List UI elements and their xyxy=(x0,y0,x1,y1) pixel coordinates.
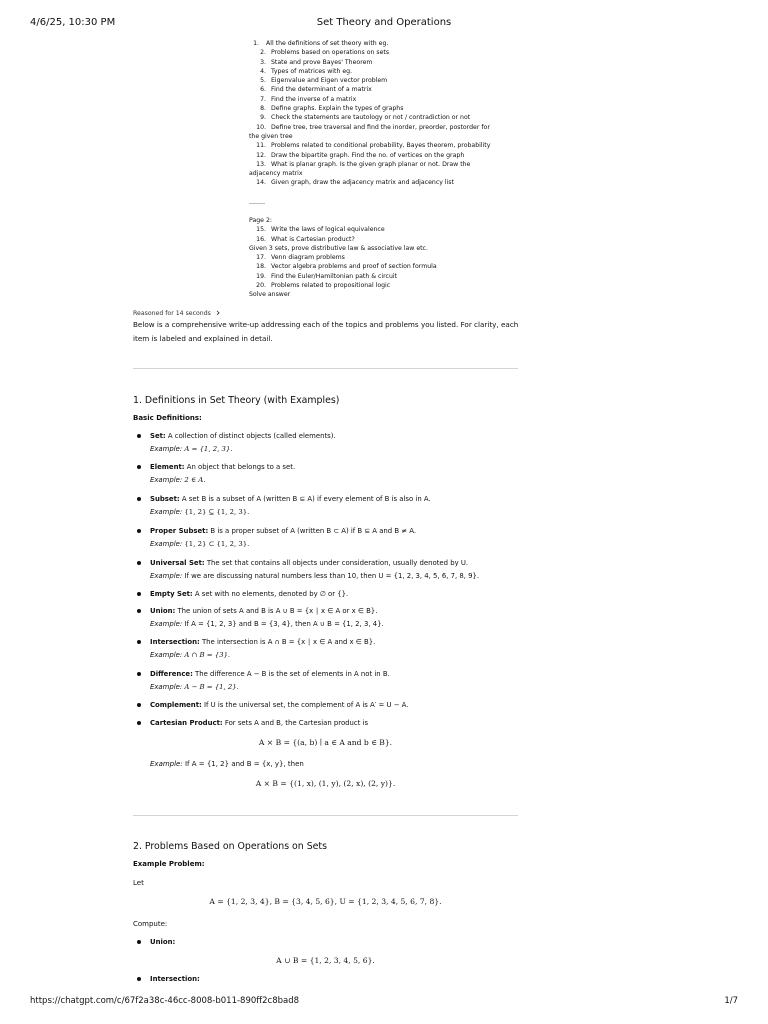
bullet xyxy=(137,609,141,613)
prompt-divider xyxy=(249,203,265,204)
print-header xyxy=(0,17,768,31)
prompt-item: 16. What is Cartesian product? xyxy=(256,235,355,243)
prompt-item: 7. Find the inverse of a matrix xyxy=(260,95,357,103)
prompt-given-line: Given 3 sets, prove distributive law & associative law etc. xyxy=(249,244,428,252)
bullet xyxy=(137,497,141,501)
bullet xyxy=(137,703,141,707)
compute-item: Union: xyxy=(137,936,517,949)
section-subheading: Example Problem: xyxy=(133,860,205,868)
definition-item: Complement: If U is the universal set, the complement of A is A′ = U − A. xyxy=(137,699,517,712)
prompt-item: 12. Draw the bipartite graph. Find the no. of vertices on the graph xyxy=(256,151,465,159)
prompt-item: 4. Types of matrices with eg. xyxy=(260,67,353,75)
prompt-item: 20. Problems related to propositional logic xyxy=(256,282,391,290)
prompt-item: 5. Eigenvalue and Eigen vector problem xyxy=(260,77,388,85)
section-divider xyxy=(133,368,518,369)
section-subheading: Basic Definitions: xyxy=(133,414,202,422)
definition-item: Element: An object that belongs to a set. Example: 2 ∈ A. xyxy=(137,461,517,486)
prompt-item: 17. Venn diagram problems xyxy=(256,254,345,262)
prompt-item: 8. Define graphs. Explain the types of graphs xyxy=(260,105,404,113)
section-divider xyxy=(133,815,518,816)
reasoning-label: Reasoned for 14 seconds xyxy=(133,310,211,317)
prompt-item-continued: adjacency matrix xyxy=(249,170,303,178)
prompt-item: 1. All the definitions of set theory with eg. xyxy=(253,40,389,47)
display-equation: A × B = {(a, b) ∣ a ∈ A and b ∈ B}. xyxy=(258,738,393,747)
problem-compute: Compute: xyxy=(133,920,168,928)
display-equation: A × B = {(1, x), (1, y), (2, x), (2, y)}. xyxy=(255,779,396,788)
prompt-item: 6. Find the determinant of a matrix xyxy=(260,86,372,94)
prompt-item: 14. Given graph, draw the adjacency matrix and adjacency list xyxy=(256,179,454,187)
prompt-item: 13. What is planar graph. Is the given graph planar or not. Draw the xyxy=(256,160,471,168)
print-title: Set Theory and Operations xyxy=(316,17,452,28)
prompt-item: 2. Problems based on operations on sets xyxy=(260,49,390,57)
bullet xyxy=(137,561,141,565)
bullet xyxy=(137,977,141,981)
display-equation: A ∪ B = {1, 2, 3, 4, 5, 6}. xyxy=(276,956,375,965)
bullet xyxy=(137,672,141,676)
user-prompt-list xyxy=(249,39,524,188)
definition-item: Universal Set: The set that contains all objects under consideration, usually denoted by U. Example: If we are discussing natural numbers less than 10, then U = {1, 2, 3, 4, 5, 6, 7, 8, 9}. xyxy=(137,557,517,582)
prompt-item: 9. Check the statements are tautology or not / contradiction or not xyxy=(260,114,471,122)
prompt-item: 10. Define tree, tree traversal and find the inorder, preorder, postorder for xyxy=(256,123,490,131)
display-equation: A = {1, 2, 3, 4}, B = {3, 4, 5, 6}, U = {1, 2, 3, 4, 5, 6, 7, 8}. xyxy=(209,897,442,906)
bullet xyxy=(137,721,141,725)
definition-item: Intersection: The intersection is A ∩ B = {x ∣ x ∈ A and x ∈ B}. Example: A ∩ B = {3}. xyxy=(137,636,517,661)
prompt-item: 3. State and prove Bayes' Theorem xyxy=(260,58,373,66)
reasoning-toggle[interactable] xyxy=(133,305,220,318)
bullet xyxy=(137,465,141,469)
section-heading: 2. Problems Based on Operations on Sets xyxy=(133,841,327,852)
page-number: 1/7 xyxy=(724,996,738,1006)
prompt-item: 18. Vector algebra problems and proof of section formula xyxy=(256,263,437,271)
definition-item: Set: A collection of distinct objects (called elements). Example: A = {1, 2, 3}. xyxy=(137,430,517,455)
prompt-item: 15. Write the laws of logical equivalence xyxy=(256,226,385,234)
definition-item: Difference: The difference A − B is the set of elements in A not in B. Example: A − B = {1, 2}. xyxy=(137,668,517,693)
cartesian-example: Example: If A = {1, 2} and B = {x, y}, then xyxy=(150,760,304,768)
definition-item: Cartesian Product: For sets A and B, the Cartesian product is xyxy=(137,717,517,730)
prompt-item: 19. Find the Euler/Hamiltonian path & circuit xyxy=(256,272,398,280)
bullet xyxy=(137,434,141,438)
intro-paragraph: Below is a comprehensive write-up addressing each of the topics and problems you listed. For clarity, each item is labeled and explained in detail. xyxy=(133,320,519,343)
user-prompt-list-page2 xyxy=(249,216,524,300)
prompt-item: 11. Problems related to conditional probability, Bayes theorem, probability xyxy=(256,142,491,150)
print-datetime: 4/6/25, 10:30 PM xyxy=(30,17,116,28)
bullet xyxy=(137,529,141,533)
definition-item: Empty Set: A set with no elements, denoted by ∅ or {}. xyxy=(137,588,517,601)
chevron-right-icon: › xyxy=(215,306,221,319)
definition-item: Subset: A set B is a subset of A (written B ⊆ A) if every element of B is also in A. Example: {1, 2} ⊆ {1, 2, 3}. xyxy=(137,493,517,518)
section-heading: 1. Definitions in Set Theory (with Examples) xyxy=(133,395,340,406)
bullet xyxy=(137,640,141,644)
definition-item: Proper Subset: B is a proper subset of A (written B ⊂ A) if B ⊆ A and B ≠ A. Example: {1, 2} ⊂ {1, 2, 3}. xyxy=(137,525,517,550)
compute-item: Intersection: xyxy=(137,973,517,986)
page2-label: Page 2: xyxy=(249,217,272,224)
problem-let: Let xyxy=(133,879,144,887)
print-footer xyxy=(0,996,768,1008)
prompt-closing: Solve answer xyxy=(249,291,291,299)
page-url[interactable]: https://chatgpt.com/c/67f2a38c-46cc-8008-b011-890ff2c8bad8 xyxy=(30,996,300,1006)
prompt-item-continued: the given tree xyxy=(249,132,293,140)
bullet xyxy=(137,592,141,596)
definition-item: Union: The union of sets A and B is A ∪ B = {x ∣ x ∈ A or x ∈ B}. Example: If A = {1, 2, 3} and B = {3, 4}, then A ∪ B = {1, 2, 3, 4}. xyxy=(137,605,517,630)
bullet xyxy=(137,940,141,944)
